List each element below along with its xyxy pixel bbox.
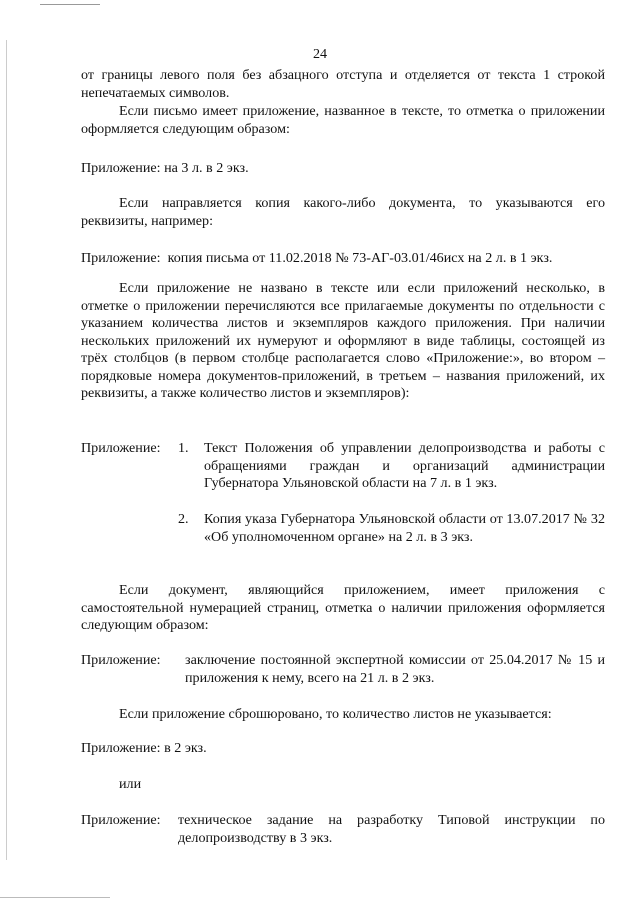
attachment-number: 1. <box>178 440 189 456</box>
word-or: или <box>119 776 142 792</box>
example-simple-attachment: Приложение: на 3 л. в 2 экз. <box>81 160 249 176</box>
scan-artifact-top <box>40 4 100 5</box>
paragraph-bound-attachment: Если приложение сброшюровано, то количество листов не указывается: <box>119 706 552 722</box>
paragraph-attachment-with-appendices: Если документ, являющийся приложением, имеет приложения с самостоятельной нумерацией страниц, отметка о наличии приложения оформляется следующим образом: <box>81 582 605 633</box>
attachments-label: Приложение: <box>81 440 161 456</box>
attachment-item-text: Копия указа Губернатора Ульяновской области от 13.07.2017 № 32 «Об уполномоченном органе» на 2 л. в 3 экз. <box>204 511 605 545</box>
example-copy-attachment: Приложение: копия письма от 11.02.2018 № 73-АГ-03.01/46исх на 2 л. в 1 экз. <box>81 250 553 266</box>
paragraph-multiple-attachments: Если приложение не названо в тексте или если приложений несколько, в отметке о приложении перечисляются все прилагаемые документы по отдельности с указанием количества листов и экземпляров каждого приложения. При наличии нескольких приложений их нумеруют и оформляют в виде таблицы, состоящей из трёх столбцов (в первом столбце располагается слово «Приложение:», во втором – порядковые номера документов-приложений, в третьем – названия приложений, их реквизиты, а также количество листов и экземпляров): <box>81 280 605 401</box>
attachment-label: Приложение: <box>81 812 161 828</box>
attachment-label: Приложение: <box>81 652 161 668</box>
example-bound-attachment: Приложение: в 2 экз. <box>81 740 207 756</box>
attachment-text: техническое задание на разработку Типовой инструкции по делопроизводству в 3 экз. <box>178 812 605 846</box>
attachment-text: заключение постоянной экспертной комиссии от 25.04.2017 № 15 и приложения к нему, всего на 21 л. в 2 экз. <box>185 652 605 686</box>
paragraph-copy-document: Если направляется копия какого-либо документа, то указываются его реквизиты, например: <box>81 195 605 229</box>
scan-artifact-bottom <box>0 897 110 898</box>
attachment-number: 2. <box>178 511 189 527</box>
attachment-item-text: Текст Положения об управлении делопроизводства и работы с обращениями граждан и организаций администрации Губернатора Ульяновской области на 7 л. в 1 экз. <box>204 440 605 491</box>
scan-artifact-left <box>6 40 7 860</box>
page-number: 24 <box>312 46 328 62</box>
paragraph-named-attachment: Если письмо имеет приложение, названное в тексте, то отметка о приложении оформляется следующим образом: <box>81 103 605 137</box>
paragraph-continuation: от границы левого поля без абзацного отступа и отделяется от текста 1 строкой непечатаемых символов. <box>81 67 605 101</box>
